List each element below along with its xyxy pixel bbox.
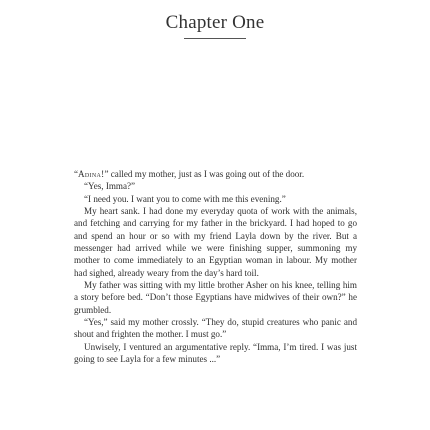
chapter-body [74, 168, 357, 366]
opening-small-caps: Adina! [78, 169, 105, 179]
paragraph-7: Unwisely, I ventured an argumentative reply. “Imma, I’m tired. I was just going to see Layla for a few minutes ...” [74, 341, 357, 365]
paragraph-3: “I need you. I want you to come with me this evening.” [84, 193, 286, 204]
chapter-title: Chapter One [165, 12, 265, 33]
paragraph-6: “Yes,” said my mother crossly. “They do, stupid creatures who panic and shout and frighten the mother. I must go.” [74, 317, 357, 340]
paragraph-1: “Adina!” called my mother, just as I was going out of the door. [74, 169, 305, 179]
paragraph-2: “Yes, Imma?” [84, 181, 136, 192]
title-underline [184, 38, 246, 39]
paragraph-1-text: ” called my mother, just as I was going out of the door. [104, 169, 305, 179]
paragraph-4: My heart sank. I had done my everyday quota of work with the animals, and fetching and carrying for my father in the brickyard. I had hoped to go and spend an hour or so with my friend Layla down by the river. But a messenger had arrived while we were finishing supper, summoning my mother to come immediately to an Egyptian woman in labour. My mother had sighed, already weary from the day’s hard toil. [74, 206, 357, 278]
paragraph-5: My father was sitting with my little brother Asher on his knee, telling him a story before bed. “Don’t those Egyptians have midwives of their own?” he grumbled. [74, 280, 357, 315]
